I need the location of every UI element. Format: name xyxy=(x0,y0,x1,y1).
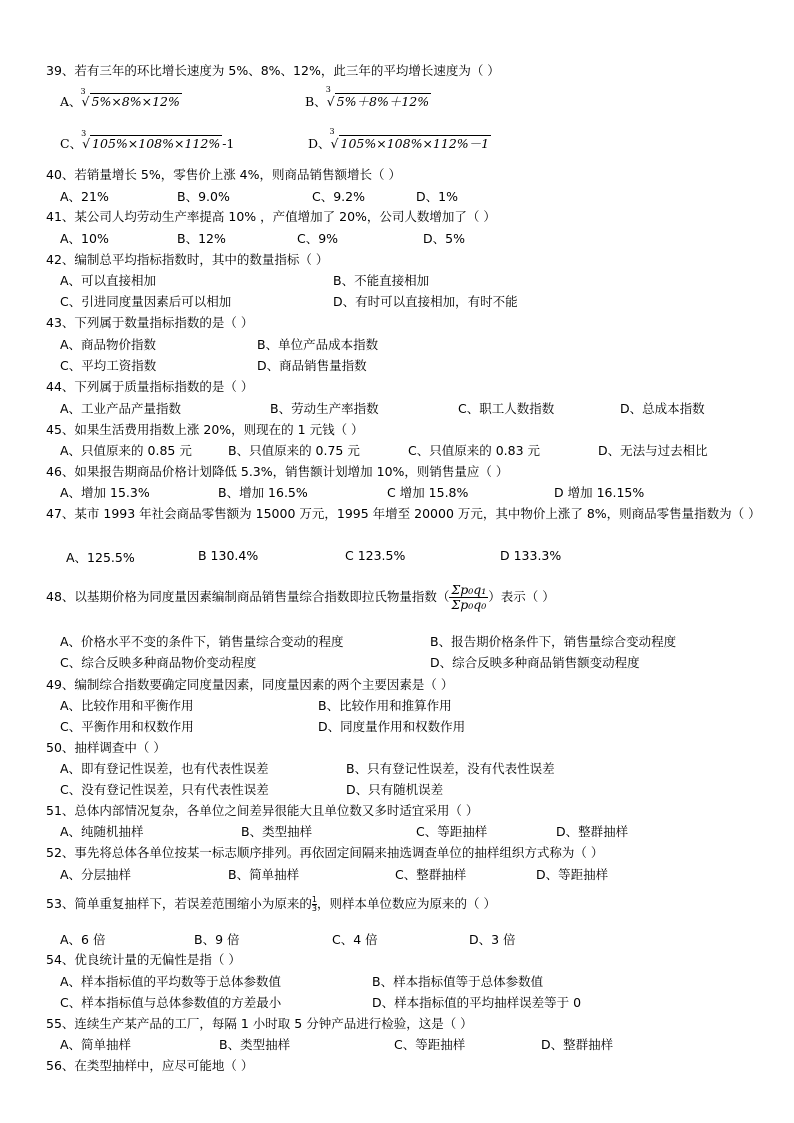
option-46-c: C 增加 15.8% xyxy=(387,485,469,500)
option-42-a: A、可以直接相加 xyxy=(60,273,157,288)
option-53-d: D、3 倍 xyxy=(469,932,516,947)
question-54: 54、优良统计量的无偏性是指（ ） xyxy=(46,952,241,967)
option-45-b: B、只值原来的 0.75 元 xyxy=(228,443,360,458)
option-45-a: A、只值原来的 0.85 元 xyxy=(60,443,192,458)
question-55: 55、连续生产某产品的工厂，每隔 1 小时取 5 分钟产品进行检验，这是（ ） xyxy=(46,1016,473,1031)
option-40-a: A、21% xyxy=(60,189,109,204)
option-51-b: B、类型抽样 xyxy=(241,824,313,839)
option-48-c: C、综合反映多种商品物价变动程度 xyxy=(60,655,257,670)
option-49-d: D、同度量作用和权数作用 xyxy=(318,719,466,734)
question-53: 53、简单重复抽样下，若误差范围缩小为原来的 $\frac{1}{3}$ ，则样本单位数应为原来的（ ） xyxy=(46,895,496,913)
question-50: 50、抽样调查中（ ） xyxy=(46,740,166,755)
option-53-c: C、4 倍 xyxy=(332,932,378,947)
option-50-a: A、即有登记性误差，也有代表性误差 xyxy=(60,761,269,776)
option-51-a: A、纯随机抽样 xyxy=(60,824,144,839)
option-49-a: A、比较作用和平衡作用 xyxy=(60,698,194,713)
option-44-d: D、总成本指数 xyxy=(620,401,705,416)
question-49: 49、编制综合指数要确定同度量因素，同度量因素的两个主要因素是（ ） xyxy=(46,677,454,692)
option-46-a: A、增加 15.3% xyxy=(60,485,150,500)
option-40-d: D、1% xyxy=(416,189,458,204)
option-55-a: A、简单抽样 xyxy=(60,1037,132,1052)
one-third-fraction: $\frac{1}{3}$ xyxy=(311,895,318,913)
option-46-b: B、增加 16.5% xyxy=(218,485,308,500)
question-56: 56、在类型抽样中，应尽可能地（ ） xyxy=(46,1058,254,1073)
option-49-b: B、比较作用和推算作用 xyxy=(318,698,452,713)
question-41: 41、某公司人均劳动生产率提高 10% ，产值增加了 20%，公司人数增加了（ ） xyxy=(46,209,496,224)
option-52-b: B、简单抽样 xyxy=(228,867,300,882)
option-45-d: D、无法与过去相比 xyxy=(598,443,708,458)
question-43: 43、下列属于数量指标指数的是（ ） xyxy=(46,315,254,330)
option-43-b: B、单位产品成本指数 xyxy=(257,337,379,352)
option-52-a: A、分层抽样 xyxy=(60,867,132,882)
option-40-b: B、9.0% xyxy=(177,189,230,204)
question-45: 45、如果生活费用指数上涨 20%，则现在的 1 元钱（ ） xyxy=(46,422,364,437)
option-47-b: B 130.4% xyxy=(198,548,259,563)
question-39: 39、若有三年的环比增长速度为 5%、8%、12%，此三年的平均增长速度为（ ） xyxy=(46,63,500,78)
option-46-d: D 增加 16.15% xyxy=(554,485,645,500)
option-50-b: B、只有登记性误差，没有代表性误差 xyxy=(346,761,555,776)
option-47-c: C 123.5% xyxy=(345,548,406,563)
option-42-b: B、不能直接相加 xyxy=(333,273,430,288)
option-40-c: C、9.2% xyxy=(312,189,365,204)
option-55-d: D、整群抽样 xyxy=(541,1037,614,1052)
option-55-b: B、类型抽样 xyxy=(219,1037,291,1052)
laspeyres-formula: $\frac{\text{Σp₀q₁}}{\text{Σp₀q₀}}$ xyxy=(451,582,487,612)
option-47-a: A、125.5% xyxy=(66,550,135,565)
option-42-c: C、引进同度量因素后可以相加 xyxy=(60,294,232,309)
option-54-d: D、样本指标值的平均抽样误差等于 0 xyxy=(372,995,582,1010)
question-52: 52、事先将总体各单位按某一标志顺序排列。再依固定间隔来抽选调查单位的抽样组织方式称为（ ） xyxy=(46,845,604,860)
option-50-d: D、只有随机误差 xyxy=(346,782,444,797)
question-51: 51、总体内部情况复杂，各单位之间差异很能大且单位数又多时适宜采用（ ） xyxy=(46,803,479,818)
option-55-c: C、等距抽样 xyxy=(394,1037,466,1052)
option-48-b: B、报告期价格条件下，销售量综合变动程度 xyxy=(430,634,677,649)
option-45-c: C、只值原来的 0.83 元 xyxy=(408,443,541,458)
option-50-c: C、没有登记性误差，只有代表性误差 xyxy=(60,782,269,797)
option-43-a: A、商品物价指数 xyxy=(60,337,157,352)
option-54-b: B、样本指标值等于总体参数值 xyxy=(372,974,544,989)
option-39-a: A、 3 √ 5%×8%×12% xyxy=(60,87,180,109)
option-54-a: A、样本指标值的平均数等于总体参数值 xyxy=(60,974,282,989)
question-44: 44、下列属于质量指标指数的是（ ） xyxy=(46,379,254,394)
option-44-a: A、工业产品产量指数 xyxy=(60,401,182,416)
option-39-b: B、 3 √ 5%＋8%＋12% xyxy=(305,85,430,109)
option-48-d: D、综合反映多种商品销售额变动程度 xyxy=(430,655,640,670)
question-48: 48、以基期价格为同度量因素编制商品销售量综合指数即拉氏物量指数（ $\frac{\text{Σp₀q₁}}{\text{Σp₀q₀}}$ ）表示（ ） xyxy=(46,582,555,612)
option-41-b: B、12% xyxy=(177,231,226,246)
option-41-c: C、9% xyxy=(297,231,339,246)
option-43-c: C、平均工资指数 xyxy=(60,358,157,373)
option-54-c: C、样本指标值与总体参数值的方差最小 xyxy=(60,995,282,1010)
question-46: 46、如果报告期商品价格计划降低 5.3%，销售额计划增加 10%，则销售量应（ ） xyxy=(46,464,509,479)
option-41-d: D、5% xyxy=(423,231,465,246)
option-51-c: C、等距抽样 xyxy=(416,824,488,839)
option-44-c: C、职工人数指数 xyxy=(458,401,555,416)
option-43-d: D、商品销售量指数 xyxy=(257,358,367,373)
option-48-a: A、价格水平不变的条件下，销售量综合变动的程度 xyxy=(60,634,344,649)
option-53-a: A、6 倍 xyxy=(60,932,106,947)
option-42-d: D、有时可以直接相加，有时不能 xyxy=(333,294,518,309)
option-52-c: C、整群抽样 xyxy=(395,867,467,882)
option-52-d: D、等距抽样 xyxy=(536,867,609,882)
question-40: 40、若销量增长 5%，零售价上涨 4%，则商品销售额增长（ ） xyxy=(46,167,401,182)
option-47-d: D 133.3% xyxy=(500,548,562,563)
option-53-b: B、9 倍 xyxy=(194,932,240,947)
question-42: 42、编制总平均指标指数时，其中的数量指标（ ） xyxy=(46,252,329,267)
option-41-a: A、10% xyxy=(60,231,109,246)
option-44-b: B、劳动生产率指数 xyxy=(270,401,379,416)
option-39-c: C、 3 √ 105%×108%×112% -1 xyxy=(60,129,235,151)
option-49-c: C、平衡作用和权数作用 xyxy=(60,719,194,734)
question-47: 47、某市 1993 年社会商品零售额为 15000 万元，1995 年增至 20000 万元，其中物价上涨了 8%，则商品零售量指数为（ ） xyxy=(46,506,761,521)
option-39-d: D、 3 √ 105%×108%×112%－1 xyxy=(308,127,490,151)
option-51-d: D、整群抽样 xyxy=(556,824,629,839)
